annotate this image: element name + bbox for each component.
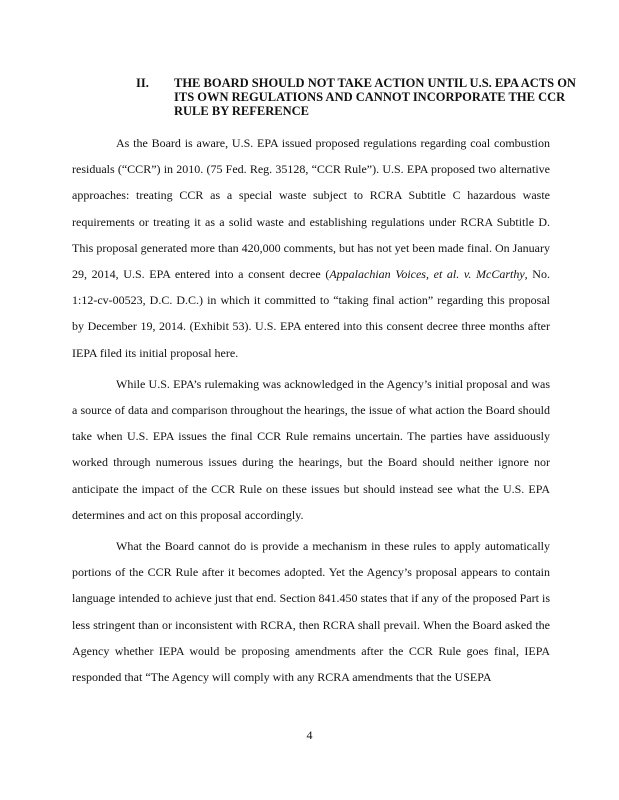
paragraph-text: While U.S. EPA’s rulemaking was acknowledged in the Agency’s initial proposal and was a source of data and comparison throughout the hearings, the issue of what action the Board should take when U.S. EPA issues the final CCR Rule remains uncertain. The parties have assiduously worked through numerous issues during the hearings, but the Board should neither ignore nor anticipate the impact of the CCR Rule on these issues but should instead see what the U.S. EPA determines and act on this proposal accordingly.: [72, 376, 550, 522]
section-title: THE BOARD SHOULD NOT TAKE ACTION UNTIL U.S. EPA ACTS ON ITS OWN REGULATIONS AND CANNOT INCORPORATE THE CCR RULE BY REFERENCE: [174, 76, 576, 118]
paragraph-mechanism: [72, 533, 550, 690]
section-heading: [136, 76, 576, 118]
paragraph-text: What the Board cannot do is provide a mechanism in these rules to apply automatically portions of the CCR Rule after it becomes adopted. Yet the Agency’s proposal appears to contain language intended to achieve just that end. Section 841.450 states that if any of the proposed Part is less stringent than or inconsistent with RCRA, then RCRA shall prevail. When the Board asked the Agency whether IEPA would be proposing amendments after the CCR Rule goes final, IEPA responded that “The Agency will comply with any RCRA amendments that the USEPA: [72, 539, 550, 685]
body-text: [72, 130, 550, 690]
paragraph-ccr-background: [72, 130, 550, 366]
paragraph-text: , No. 1:12-cv-00523, D.C. D.C.) in which it committed to “taking final action” regarding this proposal by December 19, 2014. (Exhibit 53). U.S. EPA entered into this consent decree three months after IEPA filed its initial proposal here.: [72, 267, 550, 360]
paragraph-rulemaking: [72, 371, 550, 528]
section-number: II.: [136, 76, 149, 90]
case-citation: Appalachian Voices, et al. v. McCarthy: [329, 267, 525, 282]
paragraph-text: As the Board is aware, U.S. EPA issued proposed regulations regarding coal combustion residuals (“CCR”) in 2010. (75 Fed. Reg. 35128, “CCR Rule”). U.S. EPA proposed two alternative approaches: treating CCR as a special waste subject to RCRA Subtitle C hazardous waste requirements or treating it as a solid waste and establishing regulations under RCRA Subtitle D. This proposal generated more than 420,000 comments, but has not yet been made final. On January 29, 2014, U.S. EPA entered into a consent decree (: [72, 136, 550, 282]
page-number: 4: [306, 728, 313, 742]
